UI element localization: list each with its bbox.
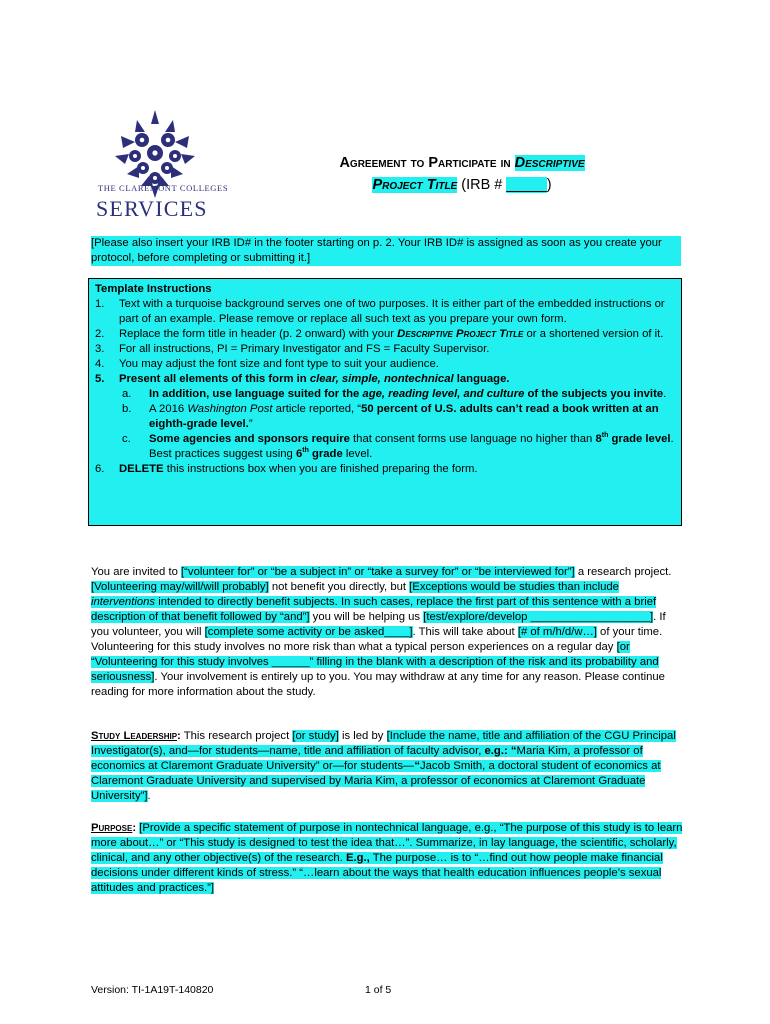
title-part3: Project Title	[372, 177, 458, 193]
title-irb-suffix: )	[546, 177, 552, 193]
instruction-item: 6. DELETE this instructions box when you are finished preparing the form.	[95, 463, 478, 475]
instruction-item: 3. For all instructions, PI = Primary Investigator and FS = Faculty Supervisor.	[95, 343, 490, 355]
logo-line1: THE CLAREMONT COLLEGES	[98, 183, 229, 193]
instruction-subitem: c. Some agencies and sponsors require that consent forms use language no higher than 8th grade level. Best practices suggest using 6th grade level.	[122, 432, 674, 460]
instruction-item: 5. Present all elements of this form in clear, simple, nontechnical language.	[95, 373, 510, 385]
instruction-item: 2. Replace the form title in header (p. 2 onward) with your Descriptive Project Title or a shortened version of it.	[95, 328, 664, 340]
footer-page-number: 1 of 5	[365, 984, 392, 996]
footer-version: Version: TI-1A19T-140820	[91, 984, 214, 996]
instruction-subitem: b. A 2016 Washington Post article reported, “50 percent of U.S. adults can’t read a book written at an eighth-grade level.”	[122, 403, 659, 430]
instructions-heading: Template Instructions	[95, 283, 212, 295]
title-irb-blank: _____	[506, 177, 547, 193]
page-title	[262, 152, 662, 196]
irb-note: [Please also insert your IRB ID# in the footer starting on p. 2. Your IRB ID# is assigned as soon as you create your protocol, before completing or submitting it.]	[91, 236, 681, 266]
title-part2: Descriptive	[514, 155, 585, 171]
instruction-item: 4. You may adjust the font size and font type to suit your audience.	[95, 358, 439, 370]
purpose-label: Purpose	[91, 822, 133, 834]
study-leadership-label: Study Leadership	[91, 730, 178, 742]
purpose-paragraph: Purpose: [Provide a specific statement of purpose in nontechnical language, e.g., “The purpose of this study is to learn more about…” or “This study is designed to test the idea that…”. Summarize, in lay language, the scientific, scholarly, clinical, and any other objective(s) of the research. E.g., The purpose… is to “…find out how people make financial decisions under different kinds of stress.” “…learn about the ways that health education influences people’s sexual attitudes and practices.”]	[91, 822, 683, 894]
title-part1: Agreement to Participate in	[339, 155, 515, 171]
instruction-subitem: a. In addition, use language suited for the age, reading level, and culture of the subjects you invite.	[122, 388, 667, 400]
study-leadership-paragraph: Study Leadership: This research project [or study] is led by [Include the name, title and affiliation of the CGU Principal Investigator(s), and—for students—name, title and affiliation of faculty advisor, e.g.: “Maria Kim, a professor of economics at Claremont Graduate University” or—for students—“Jacob Smith, a doctoral student of economics at Claremont Graduate University and supervised by Maria Kim, a professor of economics at Claremont Graduate University”].	[91, 730, 676, 802]
logo-line2: SERVICES	[96, 196, 208, 221]
invitation-paragraph: You are invited to [“volunteer for” or “be a subject in” or “take a survey for” or “be interviewed for”] a research project. [Volunteering may/will/will probably] not benefit you directly, but [Exceptions would be studies than include interventions intended to directly benefit subjects. In such cases, replace the first part of this sentence with a brief description of that benefit followed by “and”] you will be helping us [test/explore/develop ___________________]. If you volunteer, you will [complete some activity or be asked____]. This will take about [# of m/h/d/w…] of your time. Volunteering for this study involves no more risk than what a typical person experiences on a regular day [or “Volunteering for this study involves ______” filling in the blank with a description of the risk and its probability and seriousness]. Your involvement is entirely up to you. You may withdraw at any time for any reason. Please continue reading for more information about the study.	[91, 566, 672, 698]
instruction-item: 1. Text with a turquoise background serves one of two purposes. It is either part of the embedded instructions or part of an example. Please remove or replace all such text as you prepare your own form.	[95, 298, 665, 325]
template-instructions-box	[88, 278, 682, 526]
title-irb-prefix: (IRB #	[457, 177, 507, 193]
